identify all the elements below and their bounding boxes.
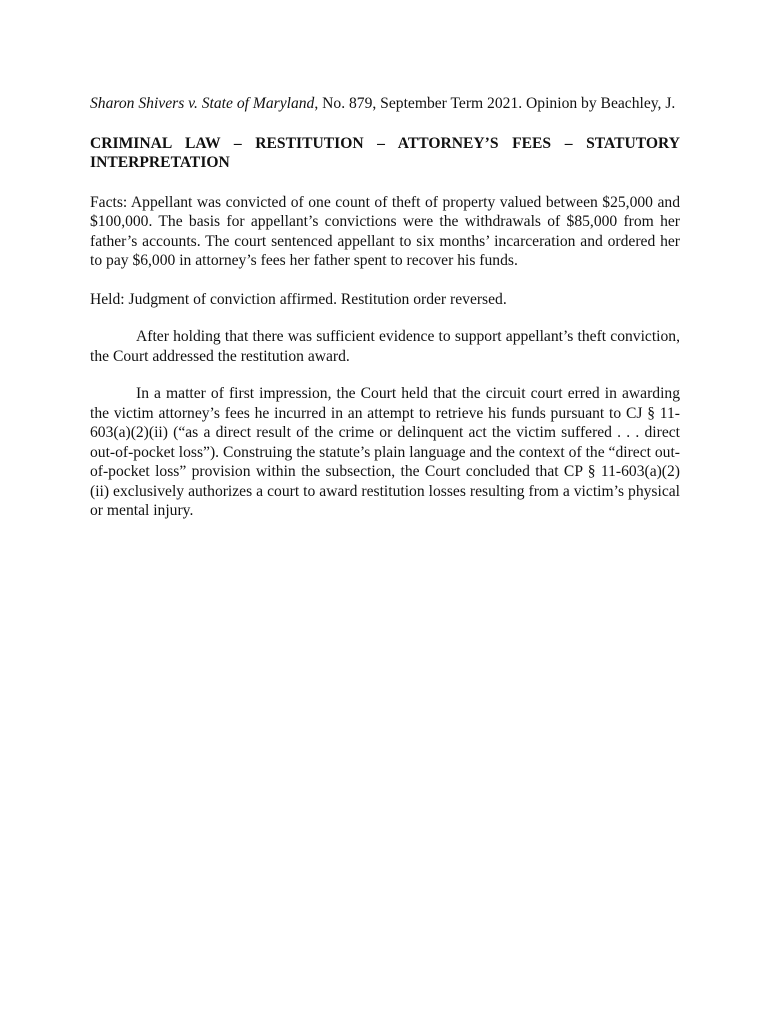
- headnote-topics: CRIMINAL LAW – RESTITUTION – ATTORNEY’S FEES – STATUTORY INTERPRETATION: [90, 134, 680, 171]
- document-page: [90, 94, 680, 521]
- case-name: Sharon Shivers v. State of Maryland: [90, 95, 315, 112]
- citation-details: , No. 879, September Term 2021. Opinion by Beachley, J.: [314, 95, 676, 112]
- case-citation: [90, 94, 680, 114]
- body-paragraph-1: After holding that there was sufficient evidence to support appellant’s theft conviction, the Court addressed the restitution award.: [90, 328, 680, 365]
- body-paragraph-2: In a matter of first impression, the Court held that the circuit court erred in awarding the victim attorney’s fees he incurred in an attempt to retrieve his funds pursuant to CJ § 11-603(a)(2)(ii) (“as a direct result of the crime or delinquent act the victim suffered . . . direct out-of-pocket loss”). Construing the statute’s plain language and the context of the “direct out-of-pocket loss” provision within the subsection, the Court concluded that CP § 11-603(a)(2)(ii) exclusively authorizes a court to award restitution losses resulting from a victim’s physical or mental injury.: [90, 385, 680, 519]
- held-paragraph: Held: Judgment of conviction affirmed. Restitution order reversed.: [90, 290, 507, 308]
- facts-paragraph: Facts: Appellant was convicted of one count of theft of property valued between $25,000 and $100,000. The basis for appellant’s convictions were the withdrawals of $85,000 from her father’s accounts. The court sentenced appellant to six months’ incarceration and ordered her to pay $6,000 in attorney’s fees her father spent to recover his funds.: [90, 193, 680, 269]
